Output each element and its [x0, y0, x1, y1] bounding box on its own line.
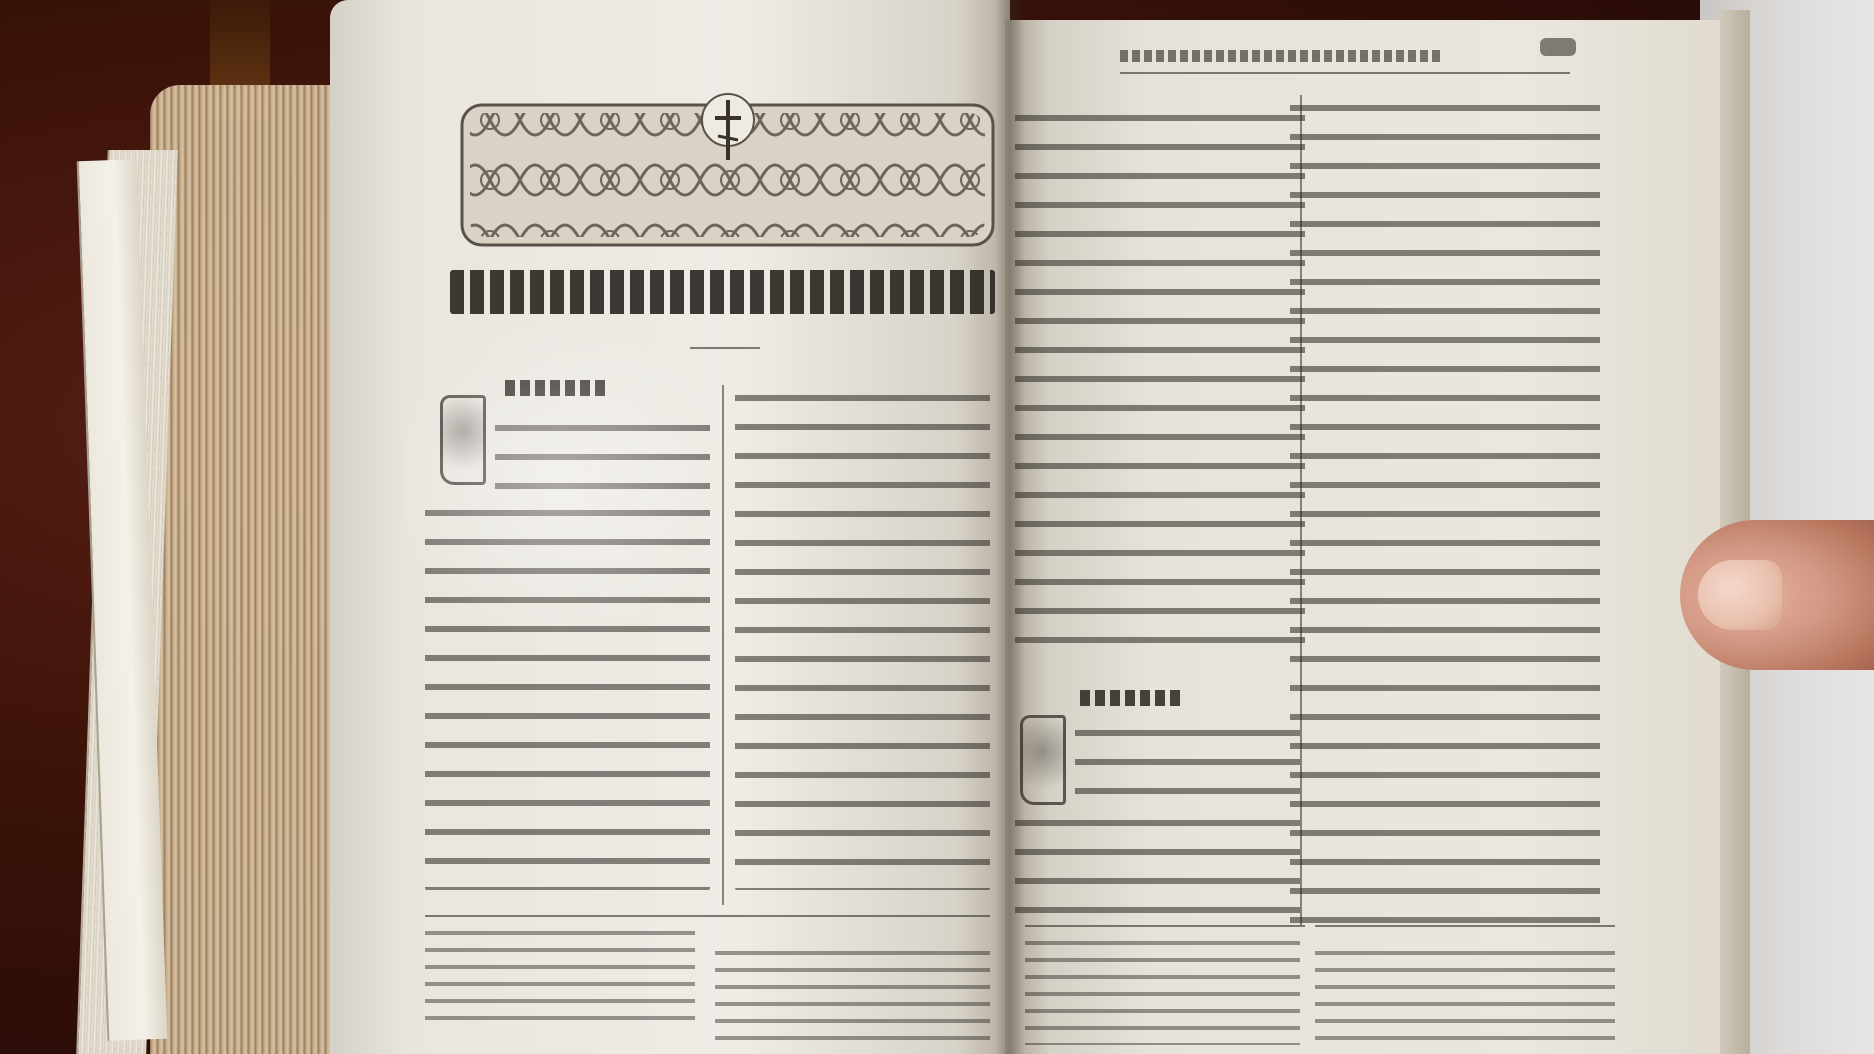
text-column-right-d [1015, 810, 1300, 915]
footnote-rule-left [425, 915, 990, 917]
light-glare [380, 320, 740, 640]
footnote-rule-right-b [1315, 925, 1615, 927]
footnotes-left-b [715, 945, 990, 1040]
page-number [1540, 38, 1576, 56]
footnotes-left-a [425, 925, 695, 1030]
handwritten-note [104, 190, 144, 1030]
text-column-left-c [735, 385, 990, 890]
text-column-right-a [1015, 105, 1305, 665]
dropcap-icon [1020, 715, 1066, 805]
book-title [450, 270, 995, 314]
running-head [1120, 50, 1440, 62]
book-gutter [995, 0, 1025, 1054]
running-head-rule [1120, 72, 1570, 74]
footnotes-right-b [1315, 945, 1615, 1045]
ornament-headpiece-icon [460, 90, 995, 260]
chapter-heading-right [1080, 690, 1180, 706]
text-column-right-c [1075, 720, 1300, 810]
page-edges [150, 85, 350, 1054]
text-column-right-b [1290, 95, 1600, 925]
thumbnail [1698, 560, 1782, 630]
footnotes-right-a [1025, 935, 1300, 1045]
footnote-rule-right-a [1025, 925, 1305, 927]
